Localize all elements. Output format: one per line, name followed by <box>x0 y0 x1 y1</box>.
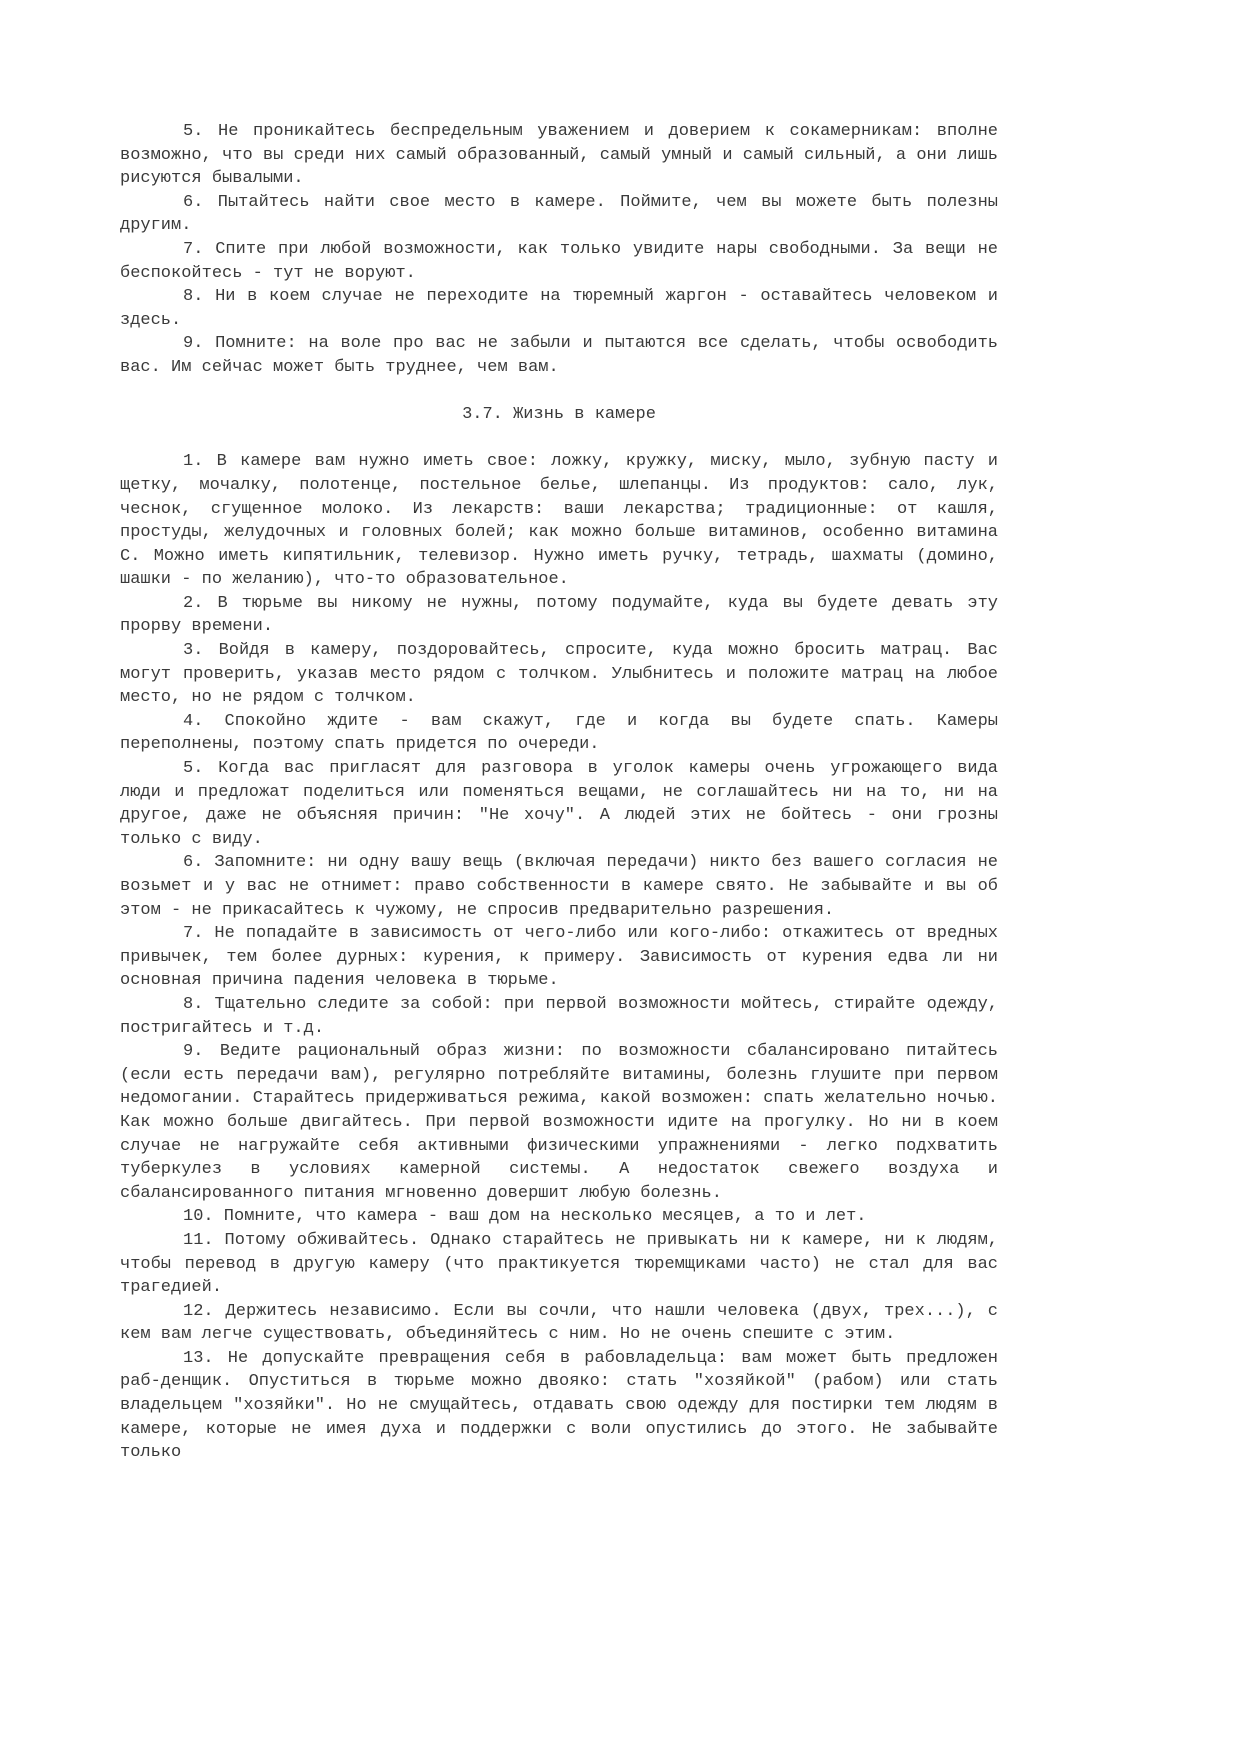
list-item: 6. Пытайтесь найти свое место в камере. Поймите, чем вы можете быть полезны другим. <box>120 192 998 236</box>
list-item: 9. Ведите рациональный образ жизни: по возможности сбалансировано питайтесь (если есть передачи вам), регулярно потребляйте витамины, болезнь глушите при первом недомогании. Старайтесь придерживаться режима, какой возможен: спать желательно ночью. Как можно больше двигайтесь. При первой возможности идите на прогулку. Но ни в коем случае не нагружайте себя активными физическими упражнениями - легко подхватить туберкулез в условиях камерной системы. А недостаток свежего воздуха и сбалансированного питания мгновенно довершит любую болезнь. <box>120 1042 998 1203</box>
top-list <box>120 120 998 380</box>
list-item: 1. В камере вам нужно иметь свое: ложку, кружку, миску, мыло, зубную пасту и щетку, мочалку, полотенце, постельное белье, шлепанцы. Из продуктов: сало, лук, чеснок, сгущенное молоко. Из лекарств: ваши лекарства; традиционные: от кашля, простуды, желудочных и головных болей; как можно больше витаминов, особенно витамина С. Можно иметь кипятильник, телевизор. Нужно иметь ручку, тетрадь, шахматы (домино, шашки - по желанию), что-то образовательное. <box>120 452 998 590</box>
list-item: 8. Тщательно следите за собой: при первой возможности мойтесь, стирайте одежду, постригайтесь и т.д. <box>120 994 998 1038</box>
section-title: 3.7. Жизнь в камере <box>462 405 656 425</box>
list-item: 4. Спокойно ждите - вам скажут, где и когда вы будете спать. Камеры переполнены, поэтому спать придется по очереди. <box>120 711 998 755</box>
list-item: 12. Держитесь независимо. Если вы сочли, что нашли человека (двух, трех...), с кем вам легче существовать, объединяйтесь с ним. Но не очень спешите с этим. <box>120 1301 998 1345</box>
list-item: 13. Не допускайте превращения себя в рабовладельца: вам может быть предложен раб-денщик. Опуститься в тюрьме можно двояко: стать "хозяйкой" (рабом) или стать владельцем "хозяйки". Но не смущайтесь, отдавать свою одежду для постирки тем людям в камере, которые не имея духа и поддержки с воли опустились до этого. Не забывайте только <box>120 1348 998 1463</box>
list-item: 7. Спите при любой возможности, как только увидите нары свободными. За вещи не беспокойтесь - тут не воруют. <box>120 239 998 283</box>
list-item: 5. Когда вас пригласят для разговора в уголок камеры очень угрожающего вида люди и предложат поделиться или поменяться вещами, не соглашайтесь ни на то, ни на другое, даже не объясняя причин: "Не хочу". А людей этих не бойтесь - они грозны только с виду. <box>120 759 998 849</box>
list-item: 9. Помните: на воле про вас не забыли и пытаются все сделать, чтобы освободить вас. Им сейчас может быть труднее, чем вам. <box>120 334 998 377</box>
list-item: 5. Не проникайтесь беспредельным уважением и доверием к сокамерникам: вполне возможно, что вы среди них самый образованный, самый умный и самый сильный, а они лишь рисуются бывалыми. <box>120 122 998 189</box>
list-item: 10. Помните, что камера - ваш дом на несколько месяцев, а то и лет. <box>183 1207 867 1227</box>
document-page <box>120 120 998 1465</box>
list-item: 8. Ни в коем случае не переходите на тюремный жаргон - оставайтесь человеком и здесь. <box>120 287 998 330</box>
list-item: 7. Не попадайте в зависимость от чего-либо или кого-либо: откажитесь от вредных привычек, тем более дурных: курения, к примеру. Зависимость от курения едва ли ни основная причина падения человека в тюрьме. <box>120 924 998 991</box>
list-item: 3. Войдя в камеру, поздоровайтесь, спросите, куда можно бросить матрац. Вас могут проверить, указав место рядом с толчком. Улыбнитесь и положите матрац на любое место, но не рядом с толчком. <box>120 641 998 708</box>
section-list <box>120 450 998 1465</box>
list-item: 6. Запомните: ни одну вашу вещь (включая передачи) никто без вашего согласия не возьмет и у вас не отнимет: право собственности в камере свято. Не забывайте и вы об этом - не прикасайтесь к чужому, не спросив предварительно разрешения. <box>120 853 998 920</box>
list-item: 2. В тюрьме вы никому не нужны, потому подумайте, куда вы будете девать эту прорву времени. <box>120 593 998 637</box>
list-item: 11. Потому обживайтесь. Однако старайтесь не привыкать ни к камере, ни к людям, чтобы перевод в другую камеру (что практикуется тюремщиками часто) не стал для вас трагедией. <box>120 1230 998 1298</box>
